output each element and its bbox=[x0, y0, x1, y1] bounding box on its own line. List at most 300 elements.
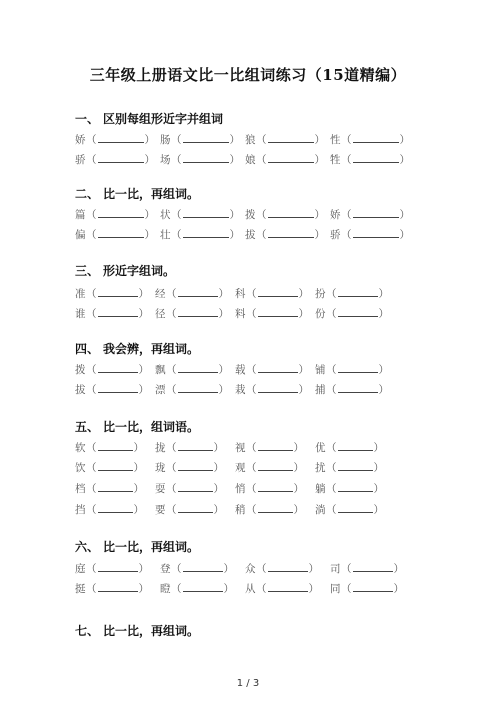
word-item bbox=[235, 482, 304, 496]
close-paren: ） bbox=[138, 288, 149, 300]
close-paren: ） bbox=[138, 308, 149, 320]
close-paren: ） bbox=[133, 442, 144, 454]
section-label: 比一比，再组词。 bbox=[103, 624, 200, 638]
open-paren: （ bbox=[326, 504, 337, 516]
answer-blank[interactable] bbox=[338, 383, 378, 393]
word-item bbox=[245, 153, 325, 167]
answer-blank[interactable] bbox=[98, 307, 138, 317]
answer-blank[interactable] bbox=[98, 482, 133, 492]
answer-blank[interactable] bbox=[268, 133, 314, 143]
answer-blank[interactable] bbox=[338, 441, 373, 451]
open-paren: （ bbox=[171, 154, 182, 166]
open-paren: （ bbox=[326, 483, 337, 495]
answer-blank[interactable] bbox=[353, 208, 399, 218]
close-paren: ） bbox=[229, 154, 240, 166]
close-paren: ） bbox=[298, 288, 309, 300]
close-paren: ） bbox=[293, 462, 304, 474]
page-number: 1 / 3 bbox=[236, 678, 260, 689]
answer-blank[interactable] bbox=[353, 562, 393, 572]
close-paren: ） bbox=[213, 442, 224, 454]
section-label: 我会辨，再组词。 bbox=[103, 342, 200, 356]
word-item bbox=[155, 307, 229, 321]
character: 份 bbox=[315, 308, 326, 320]
word-item bbox=[155, 363, 229, 377]
word-item bbox=[75, 228, 155, 242]
character: 淌 bbox=[315, 504, 326, 516]
character: 径 bbox=[155, 308, 166, 320]
answer-blank[interactable] bbox=[268, 208, 314, 218]
answer-blank[interactable] bbox=[353, 153, 399, 163]
open-paren: （ bbox=[86, 462, 97, 474]
character: 铺 bbox=[315, 364, 326, 376]
character: 司 bbox=[330, 563, 341, 575]
answer-blank[interactable] bbox=[353, 133, 399, 143]
character: 挺 bbox=[75, 583, 86, 595]
word-item bbox=[330, 582, 404, 596]
character: 饮 bbox=[75, 462, 86, 474]
section-number: 五、 bbox=[75, 420, 100, 434]
character: 拨 bbox=[245, 209, 256, 221]
answer-blank[interactable] bbox=[178, 307, 218, 317]
open-paren: （ bbox=[166, 288, 177, 300]
word-item bbox=[330, 228, 410, 242]
character: 谁 bbox=[75, 308, 86, 320]
word-item bbox=[75, 287, 149, 301]
open-paren: （ bbox=[256, 563, 267, 575]
word-item bbox=[315, 287, 389, 301]
answer-blank[interactable] bbox=[178, 363, 218, 373]
close-paren: ） bbox=[229, 134, 240, 146]
open-paren: （ bbox=[246, 288, 257, 300]
answer-blank[interactable] bbox=[178, 441, 213, 451]
answer-blank[interactable] bbox=[98, 153, 144, 163]
open-paren: （ bbox=[86, 504, 97, 516]
open-paren: （ bbox=[256, 209, 267, 221]
character: 同 bbox=[330, 583, 341, 595]
word-item bbox=[160, 562, 234, 576]
character: 耍 bbox=[155, 483, 166, 495]
answer-blank[interactable] bbox=[338, 363, 378, 373]
word-item bbox=[235, 363, 309, 377]
word-item bbox=[315, 363, 389, 377]
word-item bbox=[315, 461, 384, 475]
character: 壮 bbox=[160, 229, 171, 241]
answer-blank[interactable] bbox=[178, 383, 218, 393]
word-item bbox=[245, 582, 319, 596]
open-paren: （ bbox=[166, 308, 177, 320]
word-item bbox=[315, 383, 389, 397]
open-paren: （ bbox=[171, 134, 182, 146]
word-item bbox=[330, 133, 410, 147]
answer-blank[interactable] bbox=[183, 208, 229, 218]
open-paren: （ bbox=[326, 308, 337, 320]
open-paren: （ bbox=[166, 364, 177, 376]
open-paren: （ bbox=[86, 134, 97, 146]
word-item bbox=[330, 153, 410, 167]
section-heading bbox=[75, 418, 199, 435]
section-heading bbox=[75, 340, 199, 357]
answer-blank[interactable] bbox=[268, 562, 308, 572]
open-paren: （ bbox=[86, 229, 97, 241]
section-heading bbox=[75, 185, 199, 202]
close-paren: ） bbox=[308, 583, 319, 595]
open-paren: （ bbox=[256, 134, 267, 146]
close-paren: ） bbox=[393, 583, 404, 595]
close-paren: ） bbox=[314, 134, 325, 146]
character: 稍 bbox=[235, 504, 246, 516]
answer-blank[interactable] bbox=[258, 363, 298, 373]
close-paren: ） bbox=[223, 583, 234, 595]
open-paren: （ bbox=[246, 308, 257, 320]
word-item bbox=[315, 482, 384, 496]
character: 漂 bbox=[155, 384, 166, 396]
answer-blank[interactable] bbox=[258, 482, 293, 492]
open-paren: （ bbox=[166, 504, 177, 516]
open-paren: （ bbox=[341, 209, 352, 221]
section-label: 区别每组形近字并组词 bbox=[103, 112, 224, 126]
close-paren: ） bbox=[213, 462, 224, 474]
character: 场 bbox=[160, 154, 171, 166]
character: 偏 bbox=[75, 229, 86, 241]
close-paren: ） bbox=[378, 364, 389, 376]
character: 料 bbox=[235, 308, 246, 320]
close-paren: ） bbox=[144, 229, 155, 241]
character: 拔 bbox=[245, 229, 256, 241]
close-paren: ） bbox=[373, 442, 384, 454]
word-item bbox=[155, 441, 224, 455]
word-item bbox=[75, 582, 149, 596]
open-paren: （ bbox=[86, 442, 97, 454]
open-paren: （ bbox=[171, 209, 182, 221]
answer-blank[interactable] bbox=[258, 383, 298, 393]
open-paren: （ bbox=[86, 384, 97, 396]
section-number: 一、 bbox=[75, 112, 100, 126]
section-label: 比一比，组词语。 bbox=[103, 420, 200, 434]
close-paren: ） bbox=[293, 442, 304, 454]
open-paren: （ bbox=[246, 483, 257, 495]
answer-blank[interactable] bbox=[98, 441, 133, 451]
word-item bbox=[75, 133, 155, 147]
close-paren: ） bbox=[213, 504, 224, 516]
answer-blank[interactable] bbox=[178, 287, 218, 297]
word-item bbox=[315, 503, 384, 517]
character: 栽 bbox=[235, 384, 246, 396]
open-paren: （ bbox=[86, 209, 97, 221]
answer-blank[interactable] bbox=[178, 482, 213, 492]
answer-blank[interactable] bbox=[183, 582, 223, 592]
close-paren: ） bbox=[293, 483, 304, 495]
open-paren: （ bbox=[86, 364, 97, 376]
character: 观 bbox=[235, 462, 246, 474]
section-number: 二、 bbox=[75, 187, 100, 201]
word-item bbox=[245, 208, 325, 222]
answer-blank[interactable] bbox=[268, 228, 314, 238]
answer-blank[interactable] bbox=[98, 562, 138, 572]
character: 珑 bbox=[155, 462, 166, 474]
answer-blank[interactable] bbox=[353, 582, 393, 592]
answer-blank[interactable] bbox=[183, 562, 223, 572]
section-number: 六、 bbox=[75, 540, 100, 554]
word-item bbox=[75, 503, 144, 517]
word-item bbox=[160, 228, 240, 242]
word-item bbox=[235, 441, 304, 455]
word-item bbox=[75, 461, 144, 475]
answer-blank[interactable] bbox=[258, 441, 293, 451]
word-item bbox=[315, 441, 384, 455]
open-paren: （ bbox=[171, 229, 182, 241]
close-paren: ） bbox=[218, 364, 229, 376]
answer-blank[interactable] bbox=[258, 461, 293, 471]
section-number: 三、 bbox=[75, 264, 100, 278]
answer-blank[interactable] bbox=[98, 383, 138, 393]
character: 登 bbox=[160, 563, 171, 575]
answer-blank[interactable] bbox=[183, 228, 229, 238]
character: 捕 bbox=[315, 384, 326, 396]
close-paren: ） bbox=[138, 563, 149, 575]
section-heading bbox=[75, 538, 199, 555]
word-item bbox=[75, 383, 149, 397]
open-paren: （ bbox=[326, 384, 337, 396]
close-paren: ） bbox=[399, 209, 410, 221]
close-paren: ） bbox=[314, 209, 325, 221]
character: 庭 bbox=[75, 563, 86, 575]
word-item bbox=[75, 482, 144, 496]
word-item bbox=[75, 153, 155, 167]
open-paren: （ bbox=[171, 563, 182, 575]
close-paren: ） bbox=[293, 504, 304, 516]
character: 拨 bbox=[75, 364, 86, 376]
character: 飘 bbox=[155, 364, 166, 376]
open-paren: （ bbox=[246, 462, 257, 474]
section-label: 比一比，再组词。 bbox=[103, 540, 200, 554]
open-paren: （ bbox=[326, 364, 337, 376]
word-item bbox=[155, 482, 224, 496]
open-paren: （ bbox=[341, 583, 352, 595]
open-paren: （ bbox=[171, 583, 182, 595]
word-item bbox=[155, 287, 229, 301]
word-item bbox=[75, 562, 149, 576]
close-paren: ） bbox=[393, 563, 404, 575]
close-paren: ） bbox=[138, 583, 149, 595]
open-paren: （ bbox=[166, 462, 177, 474]
word-item bbox=[330, 208, 410, 222]
answer-blank[interactable] bbox=[338, 307, 378, 317]
open-paren: （ bbox=[166, 483, 177, 495]
character: 篇 bbox=[75, 209, 86, 221]
close-paren: ） bbox=[399, 134, 410, 146]
close-paren: ） bbox=[138, 384, 149, 396]
close-paren: ） bbox=[229, 209, 240, 221]
character: 要 bbox=[155, 504, 166, 516]
close-paren: ） bbox=[133, 483, 144, 495]
answer-blank[interactable] bbox=[98, 461, 133, 471]
close-paren: ） bbox=[314, 154, 325, 166]
answer-blank[interactable] bbox=[338, 461, 373, 471]
close-paren: ） bbox=[298, 384, 309, 396]
character: 扰 bbox=[315, 462, 326, 474]
answer-blank[interactable] bbox=[98, 287, 138, 297]
character: 经 bbox=[155, 288, 166, 300]
answer-blank[interactable] bbox=[258, 503, 293, 513]
answer-blank[interactable] bbox=[98, 133, 144, 143]
section-label: 比一比，再组词。 bbox=[103, 187, 200, 201]
answer-blank[interactable] bbox=[98, 503, 133, 513]
open-paren: （ bbox=[86, 154, 97, 166]
open-paren: （ bbox=[341, 229, 352, 241]
character: 娇 bbox=[330, 209, 341, 221]
open-paren: （ bbox=[246, 384, 257, 396]
close-paren: ） bbox=[378, 308, 389, 320]
close-paren: ） bbox=[378, 384, 389, 396]
close-paren: ） bbox=[314, 229, 325, 241]
answer-blank[interactable] bbox=[98, 582, 138, 592]
answer-blank[interactable] bbox=[98, 208, 144, 218]
open-paren: （ bbox=[86, 563, 97, 575]
answer-blank[interactable] bbox=[258, 287, 298, 297]
character: 悄 bbox=[235, 483, 246, 495]
open-paren: （ bbox=[256, 229, 267, 241]
close-paren: ） bbox=[144, 134, 155, 146]
close-paren: ） bbox=[138, 364, 149, 376]
word-item bbox=[235, 503, 304, 517]
character: 拔 bbox=[75, 384, 86, 396]
answer-blank[interactable] bbox=[338, 503, 373, 513]
word-item bbox=[235, 461, 304, 475]
close-paren: ） bbox=[373, 504, 384, 516]
word-item bbox=[155, 383, 229, 397]
word-item bbox=[160, 208, 240, 222]
close-paren: ） bbox=[298, 308, 309, 320]
close-paren: ） bbox=[223, 563, 234, 575]
answer-blank[interactable] bbox=[183, 133, 229, 143]
answer-blank[interactable] bbox=[258, 307, 298, 317]
close-paren: ） bbox=[298, 364, 309, 376]
close-paren: ） bbox=[373, 483, 384, 495]
close-paren: ） bbox=[218, 308, 229, 320]
character: 从 bbox=[245, 583, 256, 595]
word-item bbox=[245, 562, 319, 576]
answer-blank[interactable] bbox=[268, 582, 308, 592]
word-item bbox=[160, 133, 240, 147]
answer-blank[interactable] bbox=[178, 461, 213, 471]
character: 肠 bbox=[160, 134, 171, 146]
answer-blank[interactable] bbox=[178, 503, 213, 513]
word-item bbox=[235, 287, 309, 301]
close-paren: ） bbox=[133, 504, 144, 516]
character: 状 bbox=[160, 209, 171, 221]
section-heading bbox=[75, 110, 223, 127]
character: 载 bbox=[235, 364, 246, 376]
open-paren: （ bbox=[246, 364, 257, 376]
close-paren: ） bbox=[399, 229, 410, 241]
page-title: 三年级上册语文比一比组词练习（15道精编） bbox=[89, 66, 407, 84]
open-paren: （ bbox=[326, 442, 337, 454]
open-paren: （ bbox=[256, 583, 267, 595]
open-paren: （ bbox=[86, 308, 97, 320]
open-paren: （ bbox=[341, 563, 352, 575]
open-paren: （ bbox=[256, 154, 267, 166]
section-label: 形近字组词。 bbox=[103, 264, 176, 278]
open-paren: （ bbox=[86, 583, 97, 595]
close-paren: ） bbox=[399, 154, 410, 166]
character: 娇 bbox=[75, 134, 86, 146]
word-item bbox=[75, 363, 149, 377]
word-item bbox=[75, 307, 149, 321]
close-paren: ） bbox=[373, 462, 384, 474]
open-paren: （ bbox=[341, 134, 352, 146]
word-item bbox=[155, 461, 224, 475]
close-paren: ） bbox=[144, 209, 155, 221]
close-paren: ） bbox=[218, 384, 229, 396]
answer-blank[interactable] bbox=[98, 363, 138, 373]
word-item bbox=[75, 441, 144, 455]
character: 视 bbox=[235, 442, 246, 454]
open-paren: （ bbox=[246, 442, 257, 454]
character: 科 bbox=[235, 288, 246, 300]
character: 档 bbox=[75, 483, 86, 495]
answer-blank[interactable] bbox=[268, 153, 314, 163]
character: 躺 bbox=[315, 483, 326, 495]
close-paren: ） bbox=[213, 483, 224, 495]
character: 优 bbox=[315, 442, 326, 454]
word-item bbox=[75, 208, 155, 222]
open-paren: （ bbox=[341, 154, 352, 166]
open-paren: （ bbox=[86, 288, 97, 300]
word-item bbox=[160, 582, 234, 596]
open-paren: （ bbox=[86, 483, 97, 495]
character: 软 bbox=[75, 442, 86, 454]
character: 性 bbox=[330, 134, 341, 146]
word-item bbox=[160, 153, 240, 167]
answer-blank[interactable] bbox=[338, 482, 373, 492]
close-paren: ） bbox=[308, 563, 319, 575]
open-paren: （ bbox=[326, 288, 337, 300]
answer-blank[interactable] bbox=[353, 228, 399, 238]
word-item bbox=[330, 562, 404, 576]
word-item bbox=[235, 307, 309, 321]
character: 牲 bbox=[330, 154, 341, 166]
close-paren: ） bbox=[229, 229, 240, 241]
open-paren: （ bbox=[326, 462, 337, 474]
answer-blank[interactable] bbox=[183, 153, 229, 163]
section-heading bbox=[75, 262, 175, 279]
close-paren: ） bbox=[133, 462, 144, 474]
word-item bbox=[245, 228, 325, 242]
character: 准 bbox=[75, 288, 86, 300]
character: 拢 bbox=[155, 442, 166, 454]
section-number: 七、 bbox=[75, 624, 100, 638]
answer-blank[interactable] bbox=[338, 287, 378, 297]
open-paren: （ bbox=[246, 504, 257, 516]
answer-blank[interactable] bbox=[98, 228, 144, 238]
open-paren: （ bbox=[166, 442, 177, 454]
section-heading bbox=[75, 622, 199, 639]
word-item bbox=[245, 133, 325, 147]
close-paren: ） bbox=[218, 288, 229, 300]
word-item bbox=[155, 503, 224, 517]
close-paren: ） bbox=[378, 288, 389, 300]
character: 挡 bbox=[75, 504, 86, 516]
close-paren: ） bbox=[144, 154, 155, 166]
character: 骄 bbox=[75, 154, 86, 166]
character: 骄 bbox=[330, 229, 341, 241]
section-number: 四、 bbox=[75, 342, 100, 356]
word-item bbox=[315, 307, 389, 321]
open-paren: （ bbox=[166, 384, 177, 396]
character: 娘 bbox=[245, 154, 256, 166]
character: 众 bbox=[245, 563, 256, 575]
character: 狼 bbox=[245, 134, 256, 146]
